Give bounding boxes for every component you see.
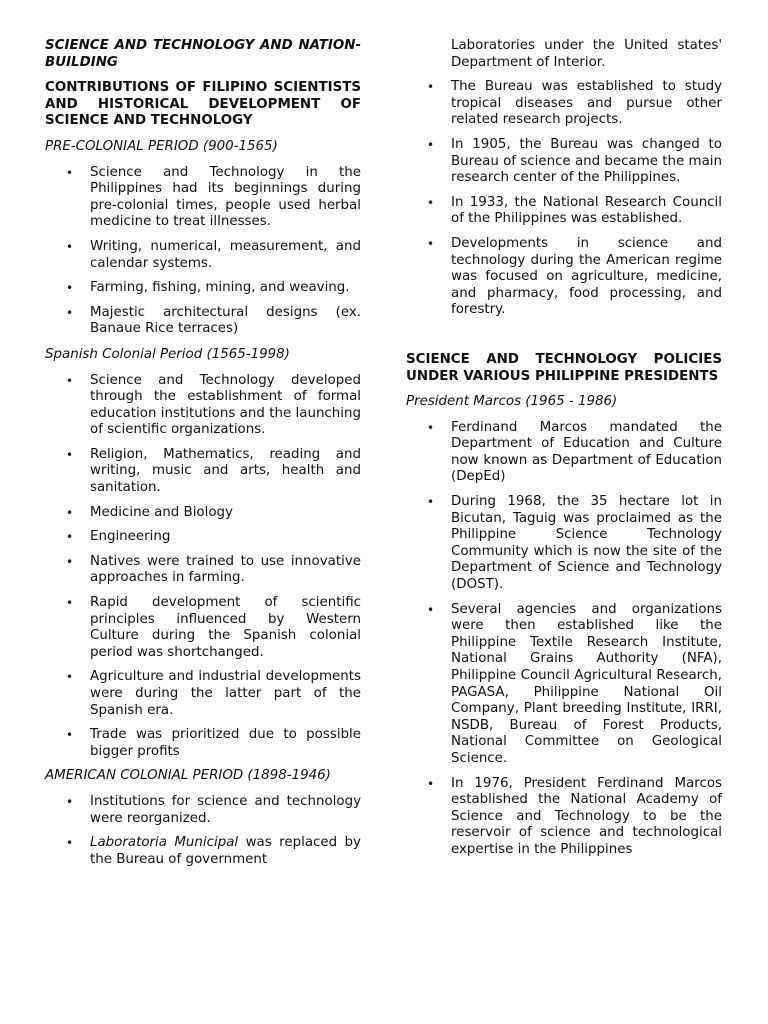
list-item: • The Bureau was established to study tropical diseases and pursue other related research projects.: [406, 79, 722, 129]
list-item: • Trade was prioritized due to possible bigger profits: [45, 727, 361, 760]
section-title-policies: SCIENCE AND TECHNOLOGY POLICIES UNDER VARIOUS PHILIPPINE PRESIDENTS: [406, 351, 722, 384]
main-title: SCIENCE AND TECHNOLOGY AND NATION-BUILDING: [45, 38, 361, 70]
list-item: • Institutions for science and technology were reorganized.: [45, 794, 361, 827]
list-item: • During 1968, the 35 hectare lot in Bicutan, Taguig was proclaimed as the Philippine Science Technology Community which is now the site of the Department of Science and Technology (DOST).: [406, 494, 722, 594]
heading-marcos: President Marcos (1965 - 1986): [406, 394, 618, 410]
section-title-contributions: CONTRIBUTIONS OF FILIPINO SCIENTISTS AND HISTORICAL DEVELOPMENT OF SCIENCE AND TECHNOLOGY: [45, 80, 361, 129]
list-item: [45, 835, 361, 868]
list-item: • Science and Technology in the Philippines had its beginnings during pre-colonial times, people used herbal medicine to treat illnesses.: [45, 165, 361, 231]
list-item: • Ferdinand Marcos mandated the Department of Education and Culture now known as Department of Education (DepEd): [406, 420, 722, 486]
list-item: • Agriculture and industrial developments were during the latter part of the Spanish era.: [45, 669, 361, 719]
list-item: • Developments in science and technology during the American regime was focused on agriculture, medicine, and pharmacy, food processing, and forestry.: [406, 236, 722, 319]
list-item-text: was replaced by the Bureau of government: [90, 835, 361, 867]
heading-spanish: Spanish Colonial Period (1565-1998): [45, 346, 290, 362]
list-item: • Farming, fishing, mining, and weaving.: [45, 280, 361, 297]
right-column: [406, 38, 722, 859]
list-item: • Writing, numerical, measurement, and calendar systems.: [45, 239, 361, 272]
list-item: • In 1933, the National Research Council of the Philippines was established.: [406, 195, 722, 228]
list-item: • Engineering: [45, 529, 361, 546]
left-column: [45, 38, 361, 868]
list-item: • Majestic architectural designs (ex. Banaue Rice terraces): [45, 305, 361, 338]
italic-term: Laboratoria Municipal: [90, 835, 239, 851]
list-item-continuation: Laboratories under the United states' Department of Interior.: [451, 38, 722, 70]
list-item: • Medicine and Biology: [45, 505, 361, 522]
list-item: • Religion, Mathematics, reading and writing, music and arts, health and sanitation.: [45, 447, 361, 497]
list-item: • In 1976, President Ferdinand Marcos established the National Academy of Science and Technology to be the reservoir of science and technological expertise in the Philippines: [406, 776, 722, 859]
list-american: [45, 794, 361, 868]
list-item: • Natives were trained to use innovative approaches in farming.: [45, 554, 361, 587]
list-item: • In 1905, the Bureau was changed to Bureau of science and became the main research center of the Philippines.: [406, 137, 722, 187]
list-spanish: [45, 373, 361, 761]
list-precolonial: [45, 165, 361, 338]
list-item: • Science and Technology developed through the establishment of formal education institutions and the launching of scientific organizations.: [45, 373, 361, 439]
list-item: • Several agencies and organizations were then established like the Philippine Textile Research Institute, National Grains Authority (NFA), Philippine Council Agricultural Research, PAGASA, Philippine National Oil Company, Plant breeding Institute, IRRI, NSDB, Bureau of Forest Products, National Committee on Geological Science.: [406, 602, 722, 768]
heading-precolonial: PRE-COLONIAL PERIOD (900-1565): [45, 138, 278, 154]
heading-american: AMERICAN COLONIAL PERIOD (1898-1946): [45, 768, 331, 784]
list-item: • Rapid development of scientific principles influenced by Western Culture during the Spanish colonial period was shortchanged.: [45, 595, 361, 661]
list-american-continued: [406, 38, 722, 319]
list-marcos: [406, 420, 722, 859]
